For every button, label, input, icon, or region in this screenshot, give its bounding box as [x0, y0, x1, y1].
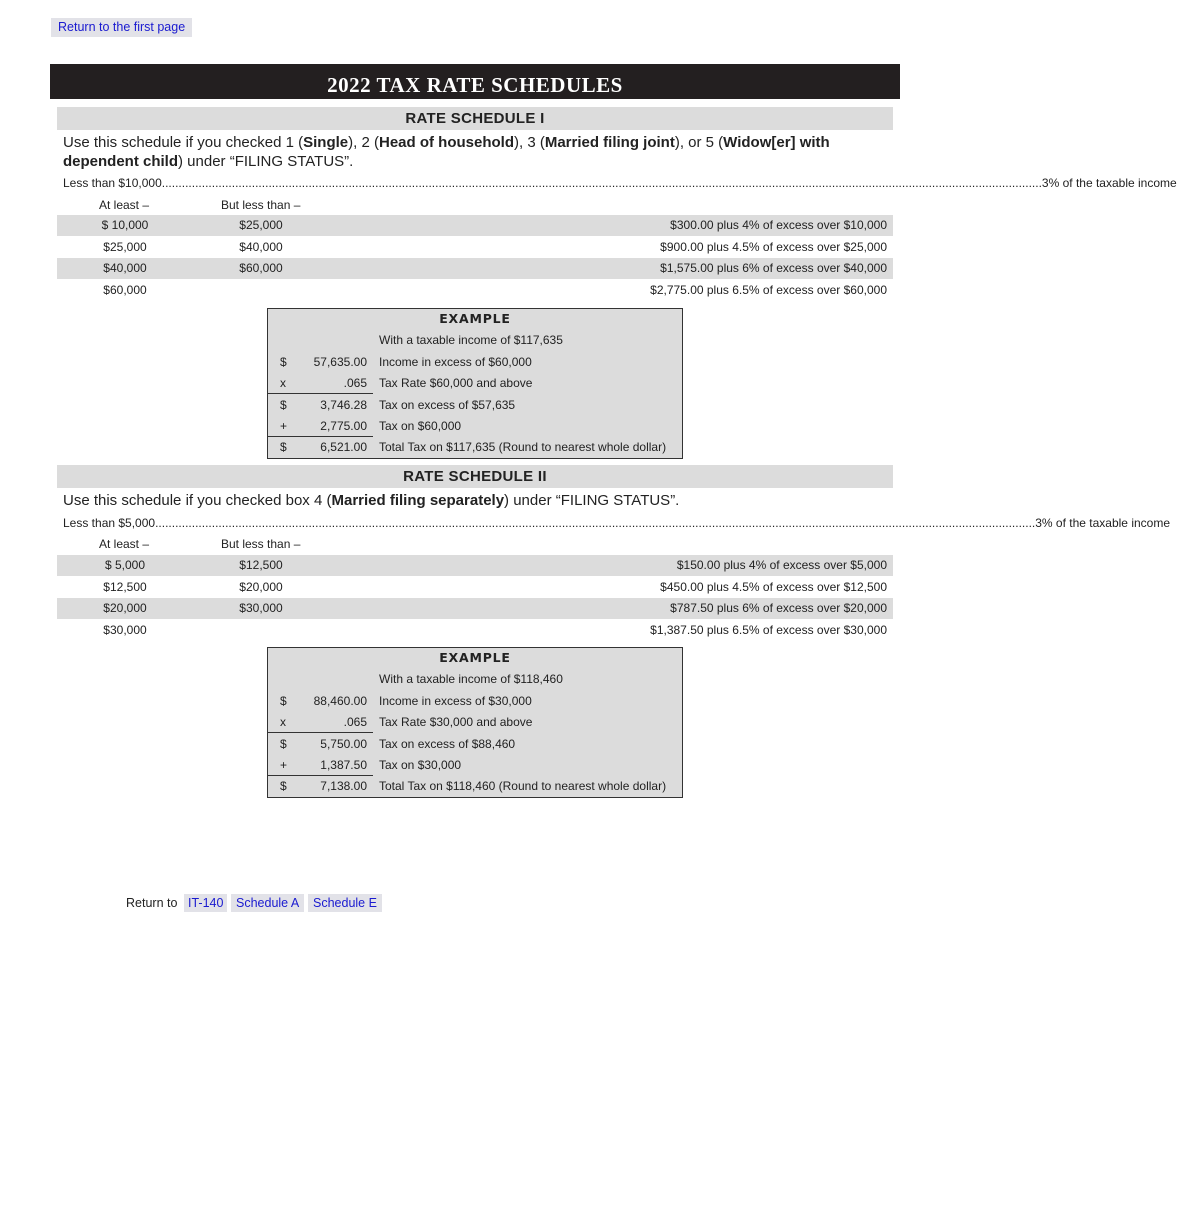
- example-amount: 2,775.00: [320, 418, 367, 433]
- less-than-rate: 3% of the taxable income: [1035, 516, 1170, 530]
- but-less-than-cell: $25,000: [239, 218, 283, 232]
- col-header-at-least: At least –: [99, 198, 150, 212]
- intro-bold-text: Single: [303, 134, 349, 151]
- col-header-at-least: At least –: [99, 537, 150, 551]
- col-header-but-less-than: But less than –: [221, 198, 301, 212]
- but-less-than-cell: $40,000: [239, 239, 283, 254]
- schedule-2-heading: RATE SCHEDULE II: [57, 465, 893, 488]
- example-description: Tax on $30,000: [379, 757, 462, 772]
- schedule-e-link[interactable]: Schedule E: [308, 894, 382, 912]
- example-rule: [268, 436, 373, 437]
- but-less-than-cell: $30,000: [239, 601, 283, 616]
- example-description: Total Tax on $117,635 (Round to nearest whole dollar): [379, 440, 667, 455]
- example-amount: 88,460.00: [313, 694, 367, 708]
- tax-cell: $787.50 plus 6% of excess over $20,000: [670, 601, 887, 616]
- example-amount: 1,387.50: [320, 757, 367, 772]
- dot-leader: ........................................................................................................................................................................................................................................................................: [161, 176, 1042, 190]
- at-least-cell: $25,000: [103, 239, 147, 254]
- schedule-1-heading: RATE SCHEDULE I: [57, 107, 893, 130]
- example-symbol: +: [280, 418, 288, 433]
- table-row: [57, 280, 893, 301]
- intro-text: Use this schedule if you checked 1 (: [63, 134, 304, 151]
- intro-text: ) under “FILING STATUS”.: [504, 492, 680, 509]
- table-row: [57, 577, 893, 598]
- table-row: [57, 620, 893, 641]
- example-title: EXAMPLE: [439, 650, 511, 665]
- schedule-1-example: [267, 308, 683, 459]
- table-row: [57, 237, 893, 258]
- at-least-cell: $20,000: [103, 601, 147, 616]
- example-rule: [268, 775, 373, 776]
- example-amount: .065: [343, 715, 367, 730]
- intro-text: ), or 5 (: [674, 134, 724, 151]
- example-symbol: $: [280, 694, 287, 708]
- tax-cell: $300.00 plus 4% of excess over $10,000: [670, 218, 887, 232]
- at-least-cell: $ 5,000: [104, 558, 146, 572]
- but-less-than-cell: $12,500: [239, 558, 283, 572]
- example-amount: 6,521.00: [320, 440, 367, 455]
- title-bar: [50, 64, 900, 99]
- example-description: Tax Rate $30,000 and above: [379, 715, 533, 730]
- return-to-label: Return to: [126, 896, 178, 910]
- schedule-1-intro: [63, 133, 893, 171]
- schedule-2-intro: [63, 491, 893, 510]
- it-140-link[interactable]: IT-140: [184, 894, 227, 912]
- example-symbol: +: [280, 757, 288, 772]
- intro-bold-text: Married filing separately: [331, 492, 505, 509]
- at-least-cell: $12,500: [103, 579, 147, 594]
- table-row: [57, 215, 893, 236]
- example-intro: With a taxable income of $117,635: [379, 333, 563, 347]
- example-title: EXAMPLE: [439, 311, 511, 326]
- tax-cell: $1,387.50 plus 6.5% of excess over $30,000: [650, 622, 887, 637]
- example-amount: 7,138.00: [320, 779, 367, 794]
- tax-cell: $150.00 plus 4% of excess over $5,000: [676, 558, 887, 572]
- example-rule: [268, 732, 373, 733]
- but-less-than-cell: $60,000: [239, 261, 283, 276]
- tax-cell: $2,775.00 plus 6.5% of excess over $60,000: [650, 282, 887, 297]
- example-symbol: $: [280, 779, 287, 794]
- col-header-but-less-than: But less than –: [221, 537, 301, 551]
- but-less-than-cell: $20,000: [239, 579, 283, 594]
- less-than-label: Less than $10,000: [63, 176, 162, 190]
- example-description: Tax on excess of $57,635: [379, 397, 516, 412]
- example-symbol: $: [280, 736, 287, 751]
- example-symbol: $: [280, 355, 287, 369]
- dot-leader: ........................................................................................................................................................................................................................................................................: [155, 516, 1036, 530]
- schedule-a-link[interactable]: Schedule A: [231, 894, 304, 912]
- example-description: Total Tax on $118,460 (Round to nearest whole dollar): [379, 779, 667, 794]
- example-symbol: $: [280, 440, 287, 455]
- example-description: Tax Rate $60,000 and above: [379, 376, 533, 391]
- example-symbol: x: [280, 715, 286, 730]
- at-least-cell: $60,000: [103, 282, 147, 297]
- schedule-2-less-than-line: [63, 515, 1170, 531]
- less-than-label: Less than $5,000: [63, 516, 156, 530]
- intro-text: ) under “FILING STATUS”.: [178, 153, 354, 170]
- example-symbol: $: [280, 397, 287, 412]
- example-amount: .065: [343, 376, 367, 391]
- tax-cell: $450.00 plus 4.5% of excess over $12,500: [660, 579, 887, 594]
- example-amount: 57,635.00: [313, 355, 367, 369]
- at-least-cell: $40,000: [103, 261, 147, 276]
- tax-cell: $1,575.00 plus 6% of excess over $40,000: [660, 261, 887, 276]
- intro-bold-text: Married filing joint: [544, 134, 675, 151]
- intro-bold-text: Head of household: [378, 134, 514, 151]
- example-description: Tax on $60,000: [379, 418, 462, 433]
- return-first-page-link[interactable]: Return to the first page: [51, 18, 192, 37]
- intro-text: ), 2 (: [348, 134, 379, 151]
- example-symbol: x: [280, 376, 286, 391]
- table-row: [57, 598, 893, 619]
- example-amount: 5,750.00: [320, 736, 367, 751]
- schedule-2-example: [267, 647, 683, 798]
- schedule-1-less-than-line: [63, 175, 1177, 191]
- intro-text: ), 3 (: [513, 134, 545, 151]
- at-least-cell: $ 10,000: [101, 218, 149, 232]
- example-description: Income in excess of $60,000: [379, 355, 532, 369]
- intro-bold-text: Widow[er] with dependent child: [63, 134, 830, 170]
- example-description: Tax on excess of $88,460: [379, 736, 516, 751]
- example-intro: With a taxable income of $118,460: [379, 672, 563, 686]
- at-least-cell: $30,000: [103, 622, 147, 637]
- example-rule: [268, 393, 373, 394]
- table-row: [57, 555, 893, 576]
- example-amount: 3,746.28: [320, 397, 367, 412]
- less-than-rate: 3% of the taxable income: [1041, 176, 1177, 190]
- intro-text: Use this schedule if you checked box 4 (: [63, 492, 332, 509]
- table-row: [57, 258, 893, 279]
- tax-cell: $900.00 plus 4.5% of excess over $25,000: [660, 239, 887, 254]
- example-description: Income in excess of $30,000: [379, 694, 532, 708]
- page-title: 2022 TAX RATE SCHEDULES: [327, 73, 623, 97]
